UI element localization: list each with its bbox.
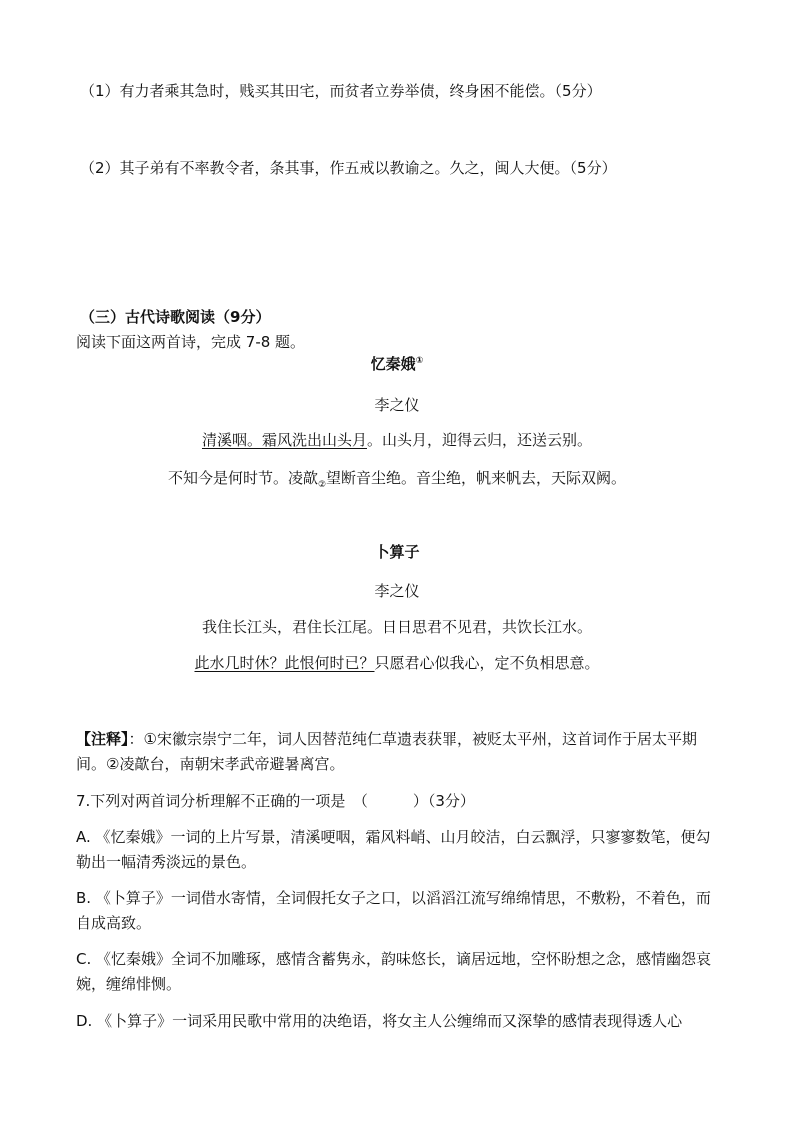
poem1-line2-footnote-mark: ② — [317, 480, 327, 490]
annotation-label: 【注释】 — [76, 730, 129, 748]
option-a: A. 《忆秦娥》一词的上片写景，清溪哽咽，霜风料峭、山月皎洁，白云飘浮，只寥寥数笔，便勾勒出一幅清秀淡远的景色。 — [76, 828, 711, 871]
annotation-text: ：①宋徽宗崇宁二年，词人因替范纯仁草遗表获罪，被贬太平州，这首词作于居太平期间。②凌歊台，南朝宋孝武帝避暑离宫。 — [76, 730, 697, 773]
annotation-notes — [76, 727, 720, 777]
section-title: （三）古代诗歌阅读（9分） — [80, 308, 271, 326]
poem1-title-text: 忆秦娥 — [370, 355, 416, 373]
poem1-line2 — [0, 467, 794, 489]
poem1-line1-rest: 。山头月，迎得云归，还送云别。 — [367, 431, 593, 449]
option-c: C. 《忆秦娥》全词不加雕琢，感情含蓄隽永，韵味悠长，谪居远地，空怀盼想之念，感情幽怨哀婉，缠绵悱恻。 — [76, 950, 712, 993]
poem1-author: 李之仪 — [374, 396, 420, 414]
poem2-line2-underlined: 此水几时休？此恨何时已？ — [194, 654, 375, 672]
section-instruction: 阅读下面这两首诗，完成 7-8 题。 — [76, 333, 306, 351]
poem1-line1 — [0, 429, 794, 451]
question-2: （2）其子弟有不率教令者，条其事，作五戒以教谕之。久之，闽人大便。（5分） — [80, 159, 617, 177]
poem2-title: 卜算子 — [374, 543, 420, 561]
question-1: （1）有力者乘其急时，贱买其田宅，而贫者立券举债，终身困不能偿。（5分） — [80, 82, 602, 100]
option-d: D. 《卜算子》一词采用民歌中常用的决绝语，将女主人公缠绵而又深挚的感情表现得透人心 — [76, 1012, 683, 1030]
question-7-stem: 7.下列对两首词分析理解不正确的一项是 （ ）（3分） — [76, 792, 475, 810]
poem2-author: 李之仪 — [374, 582, 420, 600]
poem2-line2 — [0, 652, 794, 674]
poem1-title-footnote-mark: ① — [415, 356, 424, 366]
poem1-line2-b: 望断音尘绝。音尘绝，帆来帆去，天际双阙。 — [326, 469, 627, 487]
option-b: B. 《卜算子》一词借水寄情，全词假托女子之口，以滔滔江流写绵绵情思，不敷粉，不着色，而自成高致。 — [76, 889, 711, 932]
poem1-line2-a: 不知今是何时节。凌歊 — [167, 469, 318, 487]
poem1-title — [0, 353, 794, 375]
poem1-line1-underlined: 清溪咽。霜风洗出山头月 — [201, 431, 367, 449]
poem2-line1: 我住长江头，君住长江尾。日日思君不见君，共饮长江水。 — [201, 618, 592, 636]
poem2-line2-rest: 只愿君心似我心，定不负相思意。 — [374, 654, 600, 672]
